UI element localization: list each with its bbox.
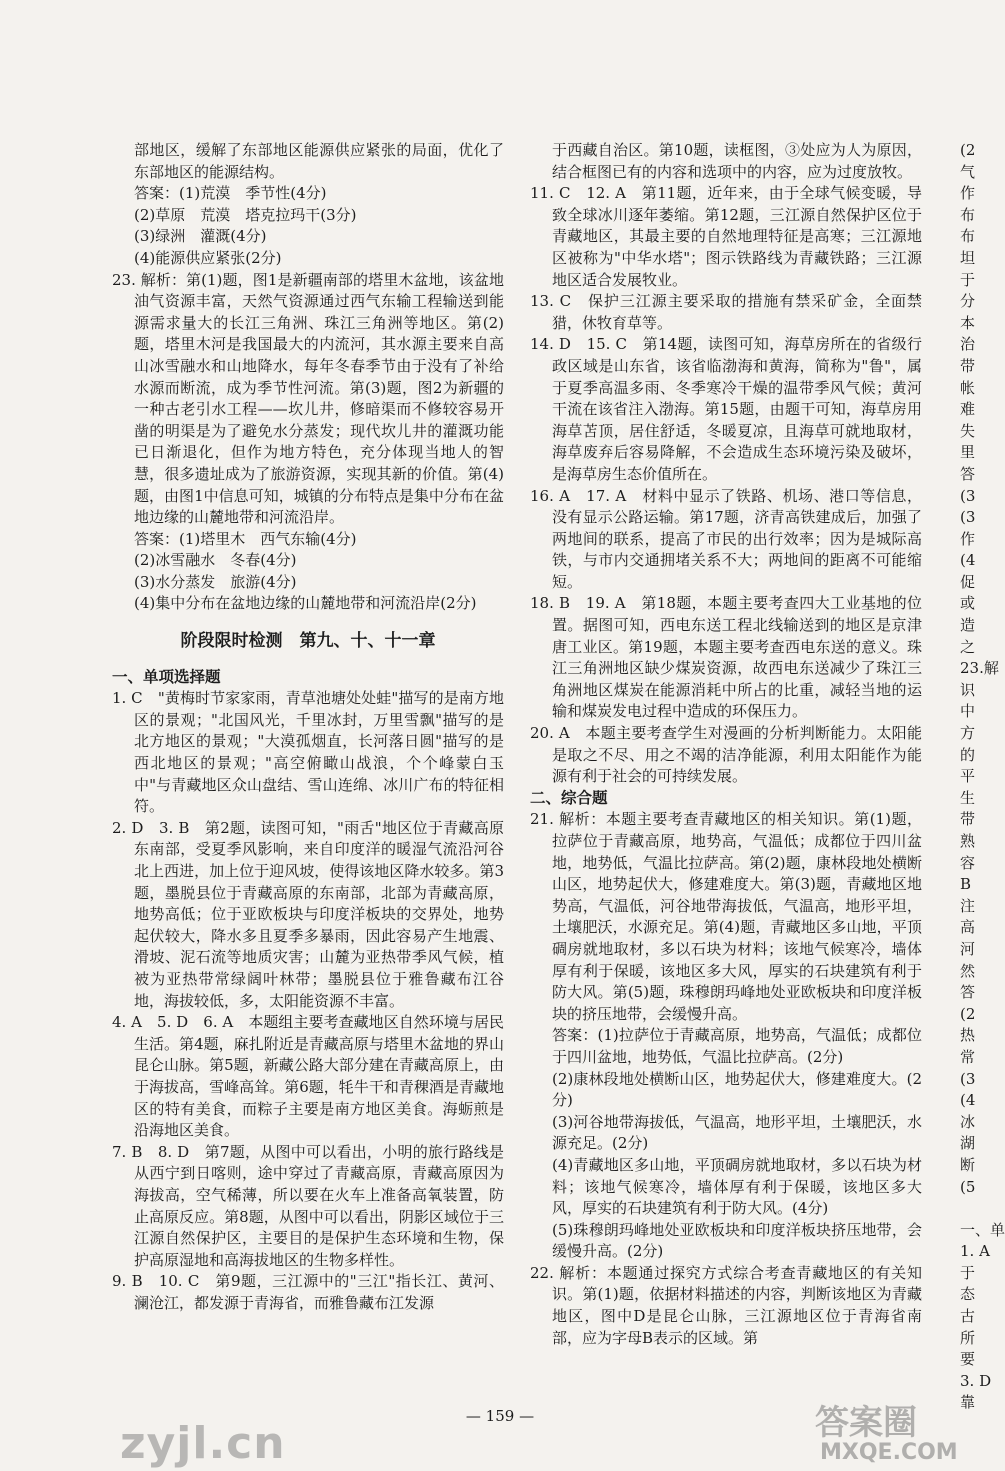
right-column-line: 湖 <box>960 1134 976 1153</box>
right-column-line: 作 <box>960 529 976 548</box>
middle-column-paragraph: 于西藏自治区。第10题，读框图，③处应为人为原因，结合框图已有的内容和选项中的内容，应为过度放牧。 <box>552 141 922 181</box>
right-column-line: 冰 <box>960 1112 976 1131</box>
right-column-line: 于 <box>960 270 976 289</box>
left-column-paragraph: 阶段限时检测 第九、十、十一章 <box>180 631 436 652</box>
right-column-line <box>960 1198 1000 1220</box>
left-column-paragraph: 部地区，缓解了东部地区能源供应紧张的局面，优化了东部地区的能源结构。 <box>134 141 504 181</box>
right-column-line: 靠 <box>960 1393 976 1412</box>
right-column-line: 古 <box>960 1307 976 1326</box>
right-column-line: 河 <box>960 939 976 958</box>
right-column-line: (2 <box>960 1004 976 1023</box>
right-column-line: 1. A <box>960 1242 990 1261</box>
right-column-line: 注 <box>960 896 976 915</box>
right-column-line: 平 <box>960 767 976 786</box>
left-column-paragraph: 1. C "黄梅时节家家雨，青草池塘处处蛙"描写的是南方地区的景观；"北国风光，千里冰封，万里雪飘"描写的是北方地区的景观；"大漠孤烟直，长河落日圆"描写的是西北地区的景观；"高空俯瞰山战浪，个个峰蒙白玉中"与青藏地区众山盘结、雪山连绵、冰川广布的特征相符。 <box>112 689 504 816</box>
right-column-line: (3 <box>960 1069 976 1088</box>
right-column-line: 分 <box>960 292 976 311</box>
right-column-line: 失 <box>960 421 976 440</box>
right-column-line: 识 <box>960 680 976 699</box>
right-column-line: 容 <box>960 853 976 872</box>
left-column <box>112 140 504 1314</box>
right-column-line: (4 <box>960 1091 976 1110</box>
left-column-paragraph: 23. 解析：第(1)题，图1是新疆南部的塔里木盆地，该盆地油气资源丰富，天然气资源通过西气东输工程输送到能源需求量大的长江三角洲、珠江三角洲等地区。第(2)题，塔里木河是我国最大的内流河，其水源主要来自高山冰雪融水和山地降水，每年冬春季节由于没有了补给水源而断流，成为季节性河流。第(3)题，图2为新疆的一种古老引水工程——坎儿井，修暗渠而不修较容易开凿的明渠是为了避免水分蒸发；现代坎儿井的灌溉功能已日渐退化，但作为地方特色，充分体现当地人的智慧，很多遗址成为了旅游资源，实现其新的价值。第(4)题，由图1中信息可知，城镇的分布特点是集中分布在盆地边缘的山麓地带和河流沿岸。 <box>112 270 504 527</box>
right-column-line: 常 <box>960 1047 976 1066</box>
left-column-paragraph: (2)冰雪融水 冬春(4分) <box>134 551 297 570</box>
middle-column <box>530 140 922 1349</box>
right-column-line: 23.解 <box>960 659 999 678</box>
left-column-paragraph: 答案：(1)荒漠 季节性(4分) <box>134 184 327 203</box>
right-column-line: 中 <box>960 702 976 721</box>
middle-column-paragraph: 13. C 保护三江源主要采取的措施有禁采矿金，全面禁猎，休牧育草等。 <box>530 292 922 332</box>
right-column-line: 一、单 <box>960 1220 1005 1239</box>
right-column-line: 布 <box>960 227 976 246</box>
left-column-paragraph: 9. B 10. C 第9题，三江源中的"三江"指长江、黄河、澜沧江，都发源于青海省，而雅鲁藏布江发源 <box>112 1272 504 1312</box>
right-column-line: 带 <box>960 810 976 829</box>
right-column-line: 难 <box>960 400 976 419</box>
right-column-line: 帐 <box>960 378 976 397</box>
left-column-paragraph: (2)草原 荒漠 塔克拉玛干(3分) <box>134 205 357 224</box>
right-column-line: 生 <box>960 788 976 807</box>
middle-column-paragraph: 21. 解析：本题主要考查青藏地区的相关知识。第(1)题，拉萨位于青藏高原，地势高，气温低；成都位于四川盆地，地势低，气温比拉萨高。第(2)题，康林段地处横断山区，地势起伏大，修建难度大。第(3)题，青藏地区地势高，气温低，河谷地带海拔低，气温高，地形平坦，土壤肥沃，水源充足。第(4)题，青藏地区多山地，平顶碉房就地取材，多以石块为材料；该地气候寒冷，墙体厚有利于保暖，该地区多大风，厚实的石块建筑有利于防大风。第(5)题，珠穆朗玛峰地处亚欧板块和印度洋板块的挤压地带，会缓慢升高。 <box>530 810 922 1023</box>
middle-column-paragraph: 11. C 12. A 第11题，近年来，由于全球气候变暖，导致全球冰川逐年萎缩。第12题，三江源自然保护区位于青藏地区，其最主要的自然地理特征是高寒；三江源地区被称为"中华水塔"；图示铁路线为青藏铁路；三江源地区适合发展牧业。 <box>530 184 922 289</box>
middle-column-paragraph: 18. B 19. A 第18题，本题主要考查四大工业基地的位置。据图可知，西电东送工程北线输送到的地区是京津唐工业区。第19题，本题主要考查西电东送的意义。珠江三角洲地区缺少煤炭资源，故西电东送减少了珠江三角洲地区煤炭在能源消耗中所占的比重，减轻当地的运输和煤炭发电过程中造成的环保压力。 <box>530 594 922 721</box>
right-column-line: 答 <box>960 464 976 483</box>
right-column-line: 的 <box>960 745 976 764</box>
right-column-line: 3. D <box>960 1371 992 1390</box>
right-column-line: 然 <box>960 961 976 980</box>
right-column-line: 造 <box>960 616 976 635</box>
middle-column-paragraph: 答案：(1)拉萨位于青藏高原，地势高，气温低；成都位于四川盆地，地势低，气温比拉萨高。(2分) <box>552 1026 922 1066</box>
right-column-line: 带 <box>960 356 976 375</box>
right-column-line: 治 <box>960 335 976 354</box>
middle-column-paragraph: 二、综合题 <box>530 788 608 807</box>
right-column-line: B <box>960 875 972 894</box>
right-column-line: 或 <box>960 594 976 613</box>
right-column-line: 本 <box>960 313 976 332</box>
middle-column-paragraph: 16. A 17. A 材料中显示了铁路、机场、港口等信息，没有显示公路运输。第17题，济青高铁建成后，加强了两地间的联系，提高了市民的出行效率；因为是城际高铁，与市内交通拥堵关系不大；两地间的距离不可能缩短。 <box>530 486 922 591</box>
left-column-paragraph: 4. A 5. D 6. A 本题组主要考查藏地区自然环境与居民生活。第4题，麻扎附近是青藏高原与塔里木盆地的界山昆仑山脉。第5题，新藏公路大部分建在青藏高原上，由于海拔高，雪峰高耸。第6题，牦牛干和青稞酒是青藏地区的特有美食，而粽子主要是南方地区美食。海蛎煎是沿海地区美食。 <box>112 1013 504 1140</box>
right-column-line: 熟 <box>960 832 976 850</box>
left-column-paragraph: 答案：(1)塔里木 西气东输(4分) <box>134 529 357 548</box>
middle-column-paragraph: 22. 解析：本题通过探究方式综合考查青藏地区的有关知识。第(1)题，依据材料描述的内容，判断该地区为青藏地区，图中D是昆仑山脉，三江源地区位于青海省南部，应为字母B表示的区域。第 <box>530 1263 922 1347</box>
watermark-left: zyjl.cn <box>120 1418 286 1469</box>
right-column-line: 所 <box>960 1328 976 1347</box>
left-column-paragraph: (3)水分蒸发 旅游(4分) <box>134 572 297 591</box>
middle-column-paragraph: (2)康林段地处横断山区，地势起伏大，修建难度大。(2分) <box>552 1069 922 1110</box>
left-column-paragraph: (3)绿洲 灌溉(4分) <box>134 227 267 246</box>
right-column-cropped <box>960 140 1005 1414</box>
right-column-line: 高 <box>960 918 976 937</box>
right-column-line: 促 <box>960 572 976 591</box>
right-column-line: 坦 <box>960 248 976 267</box>
right-column-line: 态 <box>960 1285 976 1304</box>
watermark-right-bottom: MXQE.COM <box>820 1440 958 1465</box>
right-column-line: 布 <box>960 205 976 224</box>
left-column-paragraph: (4)集中分布在盆地边缘的山麓地带和河流沿岸(2分) <box>134 594 477 613</box>
right-column-line: (3 <box>960 486 976 505</box>
middle-column-paragraph: 20. A 本题主要考查学生对漫画的分析判断能力。太阳能是取之不尽、用之不竭的洁净能源，利用太阳能作为能源有利于社会的可持续发展。 <box>530 724 922 786</box>
left-column-paragraph: 一、单项选择题 <box>112 667 221 686</box>
left-column-paragraph: 7. B 8. D 第7题，从图中可以看出，小明的旅行路线是从西宁到日喀则，途中穿过了青藏高原，青藏高原因为海拔高，空气稀薄，所以要在火车上准备高氧装置，防止高原反应。第8题，从图中可以看出，阴影区域位于三江源自然保护区，主要目的是保护生态环境和生物，保护高原湿地和高海拔地区的生物多样性。 <box>112 1142 504 1269</box>
right-column-line: (3 <box>960 508 976 527</box>
page-number: — 159 — <box>465 1407 535 1425</box>
right-column-line: (4 <box>960 551 976 570</box>
right-column-line: 要 <box>960 1350 976 1369</box>
left-column-paragraph: 2. D 3. B 第2题，读图可知，"雨舌"地区位于青藏高原东南部，受夏季风影响，来自印度洋的暖湿气流沿河谷北上西进，加上位于迎风坡，使得该地区降水较多。第3题，墨脱县位于青藏高原的东南部，北部为青藏高原，地势高低；位于亚欧板块与印度洋板块的交界处，地势起伏较大，降水多且夏季多暴雨，因此容易产生地震、滑坡、泥石流等地质灾害；山麓为亚热带季风气候，植被为亚热带常绿阔叶林带；墨脱县位于雅鲁藏布江谷地，海拔较低，多，太阳能资源不丰富。 <box>112 818 504 1010</box>
right-column-line: 于 <box>960 1263 976 1282</box>
right-column-line: (5 <box>960 1177 976 1196</box>
right-column-line: 热 <box>960 1026 976 1045</box>
right-column-line: (2 <box>960 141 976 159</box>
watermark-right-top: 答案圈 <box>815 1403 917 1443</box>
right-column-line: 里 <box>960 443 976 462</box>
middle-column-paragraph: (5)珠穆朗玛峰地处亚欧板块和印度洋板块挤压地带，会缓慢升高。(2分) <box>552 1220 922 1261</box>
right-column-line: 之 <box>960 637 976 656</box>
middle-column-paragraph: (4)青藏地区多山地，平顶碉房就地取材，多以石块为材料；该地气候寒冷，墙体厚有利于保暖，该地区多大风，厚实的石块建筑有利于防大风。(4分) <box>552 1155 922 1218</box>
right-column-line: 答 <box>960 983 976 1002</box>
right-column-line: 断 <box>960 1155 976 1174</box>
right-column-line: 作 <box>960 184 976 203</box>
right-column-line: 方 <box>960 724 976 743</box>
left-column-paragraph: (4)能源供应紧张(2分) <box>134 248 282 267</box>
middle-column-paragraph: (3)河谷地带海拔低，气温高，地形平坦，土壤肥沃，水源充足。(2分) <box>552 1112 922 1153</box>
middle-column-paragraph: 14. D 15. C 第14题，读图可知，海草房所在的省级行政区域是山东省，该省临渤海和黄海，简称为"鲁"，属于夏季高温多雨、冬季寒冷干燥的温带季风气候；黄河干流在该省注入渤海。第15题，由题干可知，海草房用海草苫顶，居住舒适，冬暖夏凉，且海草可就地取材，海草废弃后容易降解，不会造成生态环境污染及破坏，是海草房生态价值所在。 <box>530 335 922 483</box>
right-column-line: 气 <box>960 162 976 181</box>
